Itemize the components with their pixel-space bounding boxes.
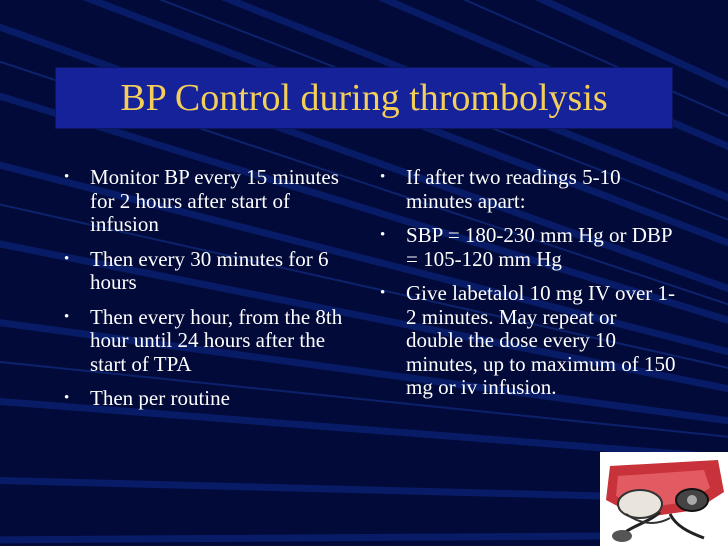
bullet-text: Monitor BP every 15 minutes for 2 hours after start of infusion [90,165,339,236]
left-bullet-list [60,166,360,422]
blood-pressure-cuff-clipart [600,452,728,546]
bullet-text: Then every hour, from the 8th hour until 24 hours after the start of TPA [90,304,343,376]
bullet-text: If after two readings 5-10 minutes apart: [406,165,621,213]
bullet-text: Then per routine [90,386,230,410]
bullet-icon: • [380,227,386,243]
slide-title: BP Control during thrombolysis [120,77,608,119]
bullet-text: Give labetalol 10 mg IV over 1-2 minutes. May repeat or double the dose every 10 minutes, up to maximum of 150 mg or iv infusion. [406,281,676,399]
left-bullet-item [60,306,360,377]
left-bullet-item [60,387,360,411]
right-bullet-item [376,224,676,271]
bullet-icon: • [64,390,70,406]
bullet-icon: • [380,169,386,185]
bullet-icon: • [64,250,70,267]
bullet-icon: • [380,285,386,301]
title-box [55,67,673,129]
bullet-icon: • [64,169,70,185]
right-bullet-list [376,166,676,411]
left-bullet-item [60,166,360,237]
blood-pressure-cuff-icon [600,452,728,546]
right-bullet-item [376,282,676,400]
bullet-text: SBP = 180-230 mm Hg or DBP = 105-120 mm Hg [406,223,672,271]
left-bullet-item [60,248,360,295]
bullet-text: Then every 30 minutes for 6 hours [90,246,329,294]
right-bullet-item [376,166,676,213]
bullet-icon: • [64,308,70,325]
